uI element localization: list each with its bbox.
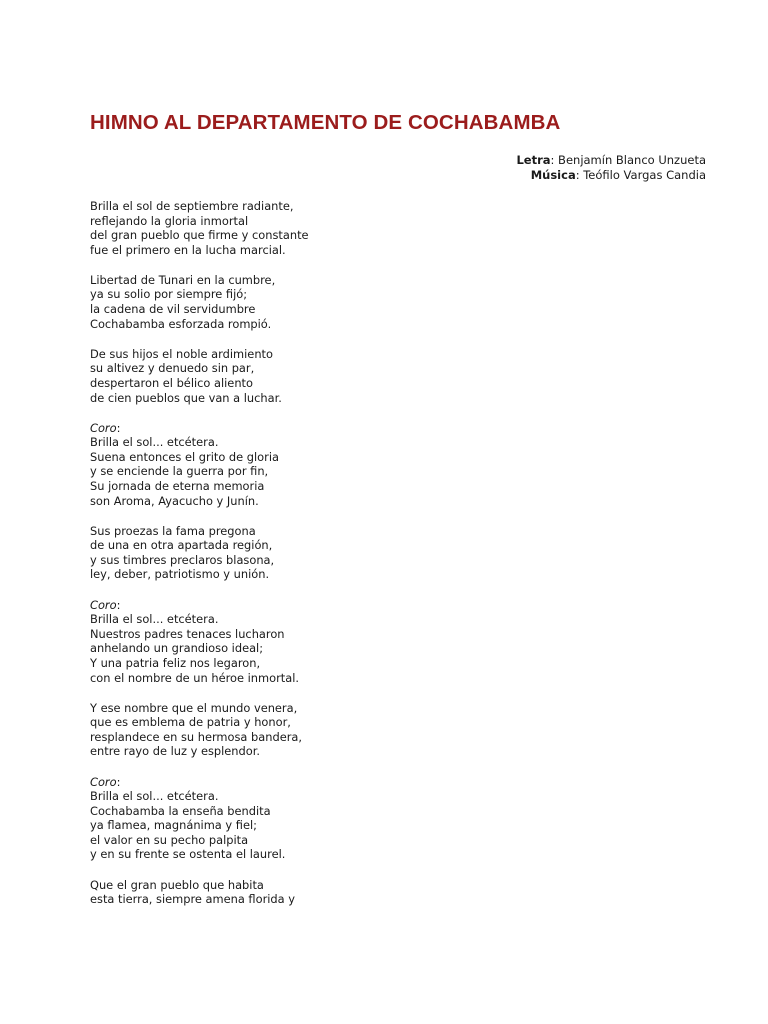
lyric-line: Nuestros padres tenaces lucharon: [90, 626, 285, 641]
lyric-line: de cien pueblos que van a luchar.: [90, 390, 282, 405]
credit-music-value: : Teófilo Vargas Candia: [575, 167, 706, 182]
lyric-line: Libertad de Tunari en la cumbre,: [90, 272, 276, 287]
lyric-line: la cadena de vil servidumbre: [90, 302, 256, 317]
lyric-line: Su jornada de eterna memoria: [90, 479, 265, 493]
lyric-line: entre rayo de luz y esplendor.: [90, 744, 260, 759]
credit-lyrics-label: Letra: [516, 153, 551, 167]
stanza: [90, 421, 390, 509]
lyric-line: fue el primero en la lucha marcial.: [90, 242, 286, 257]
credit-music: [516, 168, 706, 183]
credits: [516, 153, 706, 183]
lyric-line: Brilla el sol... etcétera.: [90, 789, 219, 804]
lyric-line: Cochabamba la enseña bendita: [90, 803, 271, 818]
document-title: HIMNO AL DEPARTAMENTO DE COCHABAMBA: [90, 111, 561, 134]
lyric-line: con el nombre de un héroe inmortal.: [90, 670, 299, 685]
stanza: [90, 598, 390, 686]
coro-word: Coro: [90, 774, 117, 789]
lyric-line: anhelando un grandioso ideal;: [90, 641, 264, 656]
lyric-line: ya flamea, magnánima y fiel;: [90, 818, 257, 833]
lyric-line: Suena entonces el grito de gloria: [90, 449, 279, 464]
lyric-line: despertaron el bélico aliento: [90, 375, 253, 390]
coro-label: Coro:: [90, 597, 121, 612]
lyric-line: el valor en su pecho palpita: [90, 832, 249, 847]
lyric-line: resplandece en su hermosa bandera,: [90, 729, 302, 744]
lyric-line: Y una patria feliz nos legaron,: [90, 655, 261, 670]
lyric-line: su altivez y denuedo sin par,: [90, 361, 255, 376]
stanza: [90, 701, 390, 759]
stanza: [90, 524, 390, 582]
lyric-line: de una en otra apartada región,: [90, 538, 273, 553]
lyric-line: Cochabamba esforzada rompió.: [90, 316, 272, 331]
stanza: [90, 273, 390, 331]
lyric-line: De sus hijos el noble ardimiento: [90, 346, 273, 361]
lyric-line: ley, deber, patriotismo y unión.: [90, 567, 270, 582]
lyric-line: que es emblema de patria y honor,: [90, 715, 291, 730]
stanza: [90, 878, 390, 907]
credit-music-label: Música: [530, 167, 576, 182]
lyric-line: Y ese nombre que el mundo venera,: [90, 700, 298, 715]
coro-label: Coro:: [90, 420, 121, 435]
lyric-line: Brilla el sol... etcétera.: [90, 435, 219, 450]
stanza: [90, 775, 390, 863]
lyric-line: ya su solio por siempre fijó;: [90, 287, 248, 302]
lyric-line: y sus timbres preclaros blasona,: [90, 552, 275, 567]
coro-word: Coro: [90, 420, 117, 435]
lyric-line: Sus proezas la fama pregona: [90, 523, 256, 538]
stanza: [90, 347, 390, 405]
coro-label: Coro:: [90, 774, 121, 789]
lyric-line: y en su frente se ostenta el laurel.: [90, 847, 286, 862]
lyric-line: reflejando la gloria inmortal: [90, 213, 249, 228]
credit-lyrics: [516, 153, 706, 168]
lyric-line: del gran pueblo que firme y constante: [90, 228, 309, 243]
lyric-line: Brilla el sol... etcétera.: [90, 612, 219, 627]
lyric-line: Que el gran pueblo que habita: [90, 877, 264, 892]
lyrics-body: [90, 199, 390, 922]
credit-lyrics-value: : Benjamín Blanco Unzueta: [550, 153, 706, 167]
lyric-line: y se enciende la guerra por fin,: [90, 464, 269, 479]
lyric-line: Brilla el sol de septiembre radiante,: [90, 199, 294, 213]
lyric-line: esta tierra, siempre amena florida y: [90, 892, 295, 907]
lyric-line: son Aroma, Ayacucho y Junín.: [90, 493, 259, 508]
stanza: [90, 199, 390, 257]
coro-word: Coro: [90, 597, 117, 612]
